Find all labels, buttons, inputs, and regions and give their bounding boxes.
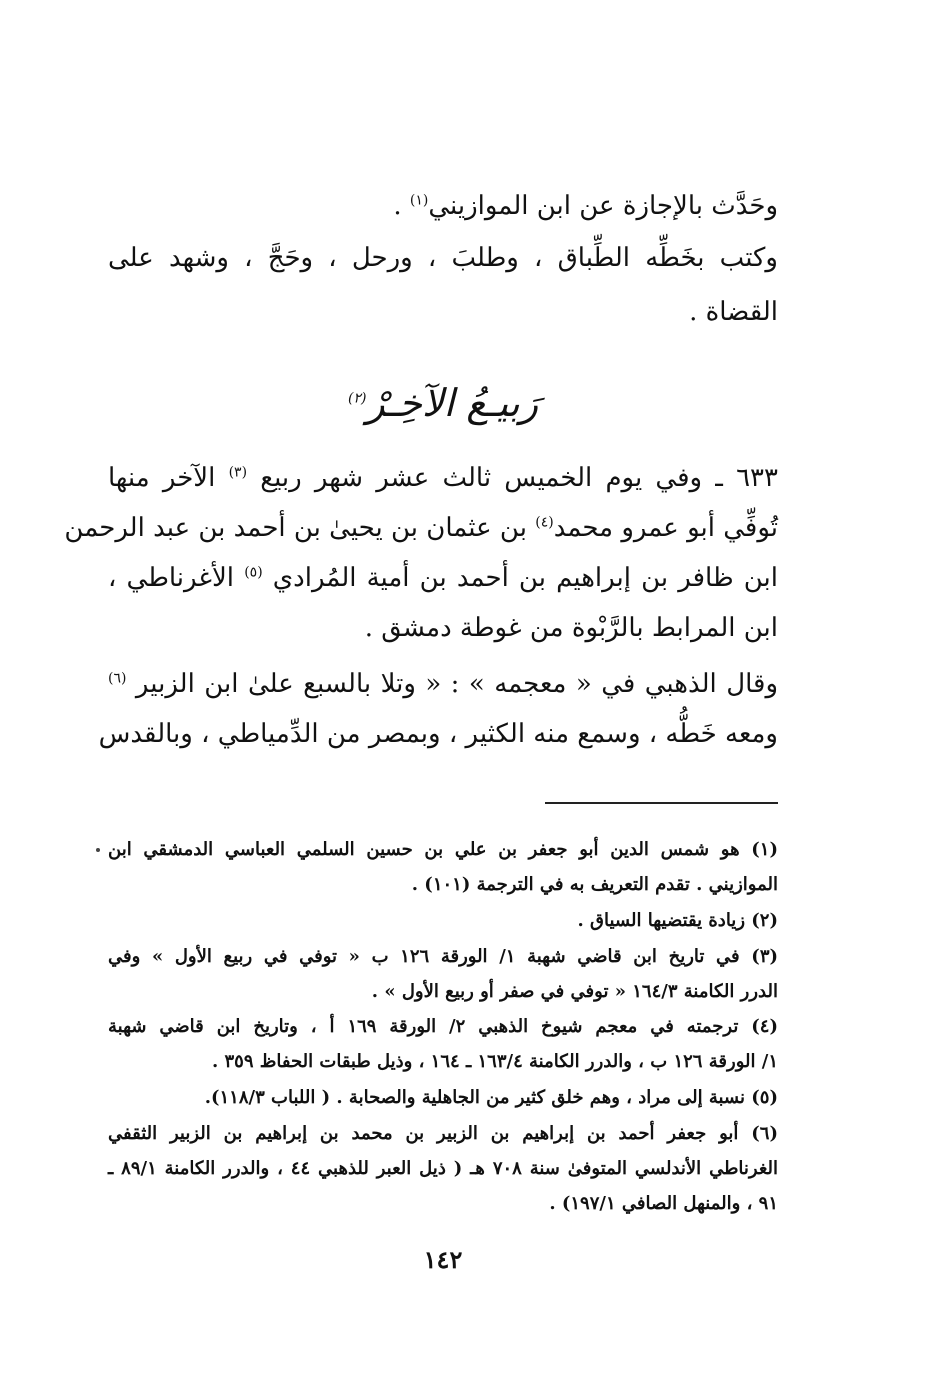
body-line-2: وكتب بخَطِّه الطِّباق ، وطلبَ ، ورحل ، وحَجَّ ، وشهد على [108,243,778,273]
footnote-2: (٢) زيادة يقتضيها السياق . [577,910,778,931]
body-text: . [393,191,410,221]
scan-speck [96,848,100,852]
footnote-marker: (٣) [228,464,248,481]
entry-line-4: ابن المرابط بالرَّبْوة من غوطة دمشق . [364,613,778,643]
footnote-1-line-2: الموازيني . تقدم التعريف به في الترجمة (١٠١) . [411,874,778,895]
footnote-marker: (٢) [347,390,367,407]
entry-text: ابن ظافر بن إبراهيم بن أحمد بن أمية المُرادي [272,563,779,593]
footnote-marker: (٥) [244,564,263,581]
heading-text: رَبيـعُ الآخِـرْ [366,381,539,425]
entry-text: تُوفِّي أبو عمرو محمد [553,513,778,543]
section-heading [108,378,778,428]
body-line-3: القضاة . [689,297,778,327]
footnote-3-line-2: الدرر الكامنة ١٦٤/٣ « توفي في صفر أو ربيع الأول » . [371,981,778,1002]
footnote-4-line-2: ١/ الورقة ١٢٦ ب ، والدرر الكامنة ١٦٣/٤ ـ ١٦٤ ، وذيل طبقات الحفاظ ٣٥٩ . [211,1051,778,1072]
book-page [64,0,779,1395]
page-number: ١٤٢ [423,1245,463,1274]
footnote-6-line-1: (٦) أبو جعفر أحمد بن إبراهيم بن الزبير بن محمد بن إبراهيم بن الزبير الثقفي [108,1123,778,1144]
entry-line-6: ومعه خَطُّه ، وسمع منه الكثير ، وبمصر من الدِّمياطي ، وبالقدس [98,719,778,749]
footnote-marker: (٦) [108,670,127,687]
entry-line-1 [108,458,778,498]
entry-text: وقال الذهبي في « معجمه » : « وتلا بالسبع علىٰ ابن الزبير [135,669,778,699]
footnote-3-line-1: (٣) في تاريخ ابن قاضي شهبة ١/ الورقة ١٢٦ ب « توفي في ربيع الأول » وفي [108,946,779,967]
footnote-divider [545,802,778,804]
entry-line-3 [108,558,778,598]
footnote-6-line-2: الغرناطي الأندلسي المتوفىٰ سنة ٧٠٨ هـ ( ذيل العبر للذهبي ٤٤ ، والدرر الكامنة ٨٩/١ ـ [108,1158,778,1179]
entry-line-5 [108,664,778,704]
entry-text: بن عثمان بن يحيىٰ بن أحمد بن عبد الرحمن [64,513,527,543]
footnote-4-line-1: (٤) ترجمته في معجم شيوخ الذهبي ٢/ الورقة ١٦٩ أ ، وتاريخ ابن قاضي شهبة [108,1016,778,1037]
entry-text: ٦٣٣ ـ وفي يوم الخميس ثالث عشر شهر ربيع [260,463,778,493]
body-line-1 [108,186,778,226]
entry-text: الآخر منها [108,463,216,493]
footnote-marker: (١) [409,192,429,209]
footnote-5: (٥) نسبة إلى مراد ، وهم خلق كثير من الجاهلية والصحابة . ( اللباب ١١٨/٣). [204,1087,778,1108]
entry-line-2 [64,508,778,548]
body-text: وحَدَّث بالإجازة عن ابن الموازيني [428,191,778,221]
entry-text: الأغرناطي ، [108,563,235,593]
footnote-1-line-1: (١) هو شمس الدين أبو جعفر بن علي بن حسين السلمي العباسي الدمشقي ابن [108,839,778,860]
footnote-marker: (٤) [535,514,554,531]
footnote-6-line-3: ٩١ ، والمنهل الصافي ١٩٧/١) . [549,1193,778,1214]
